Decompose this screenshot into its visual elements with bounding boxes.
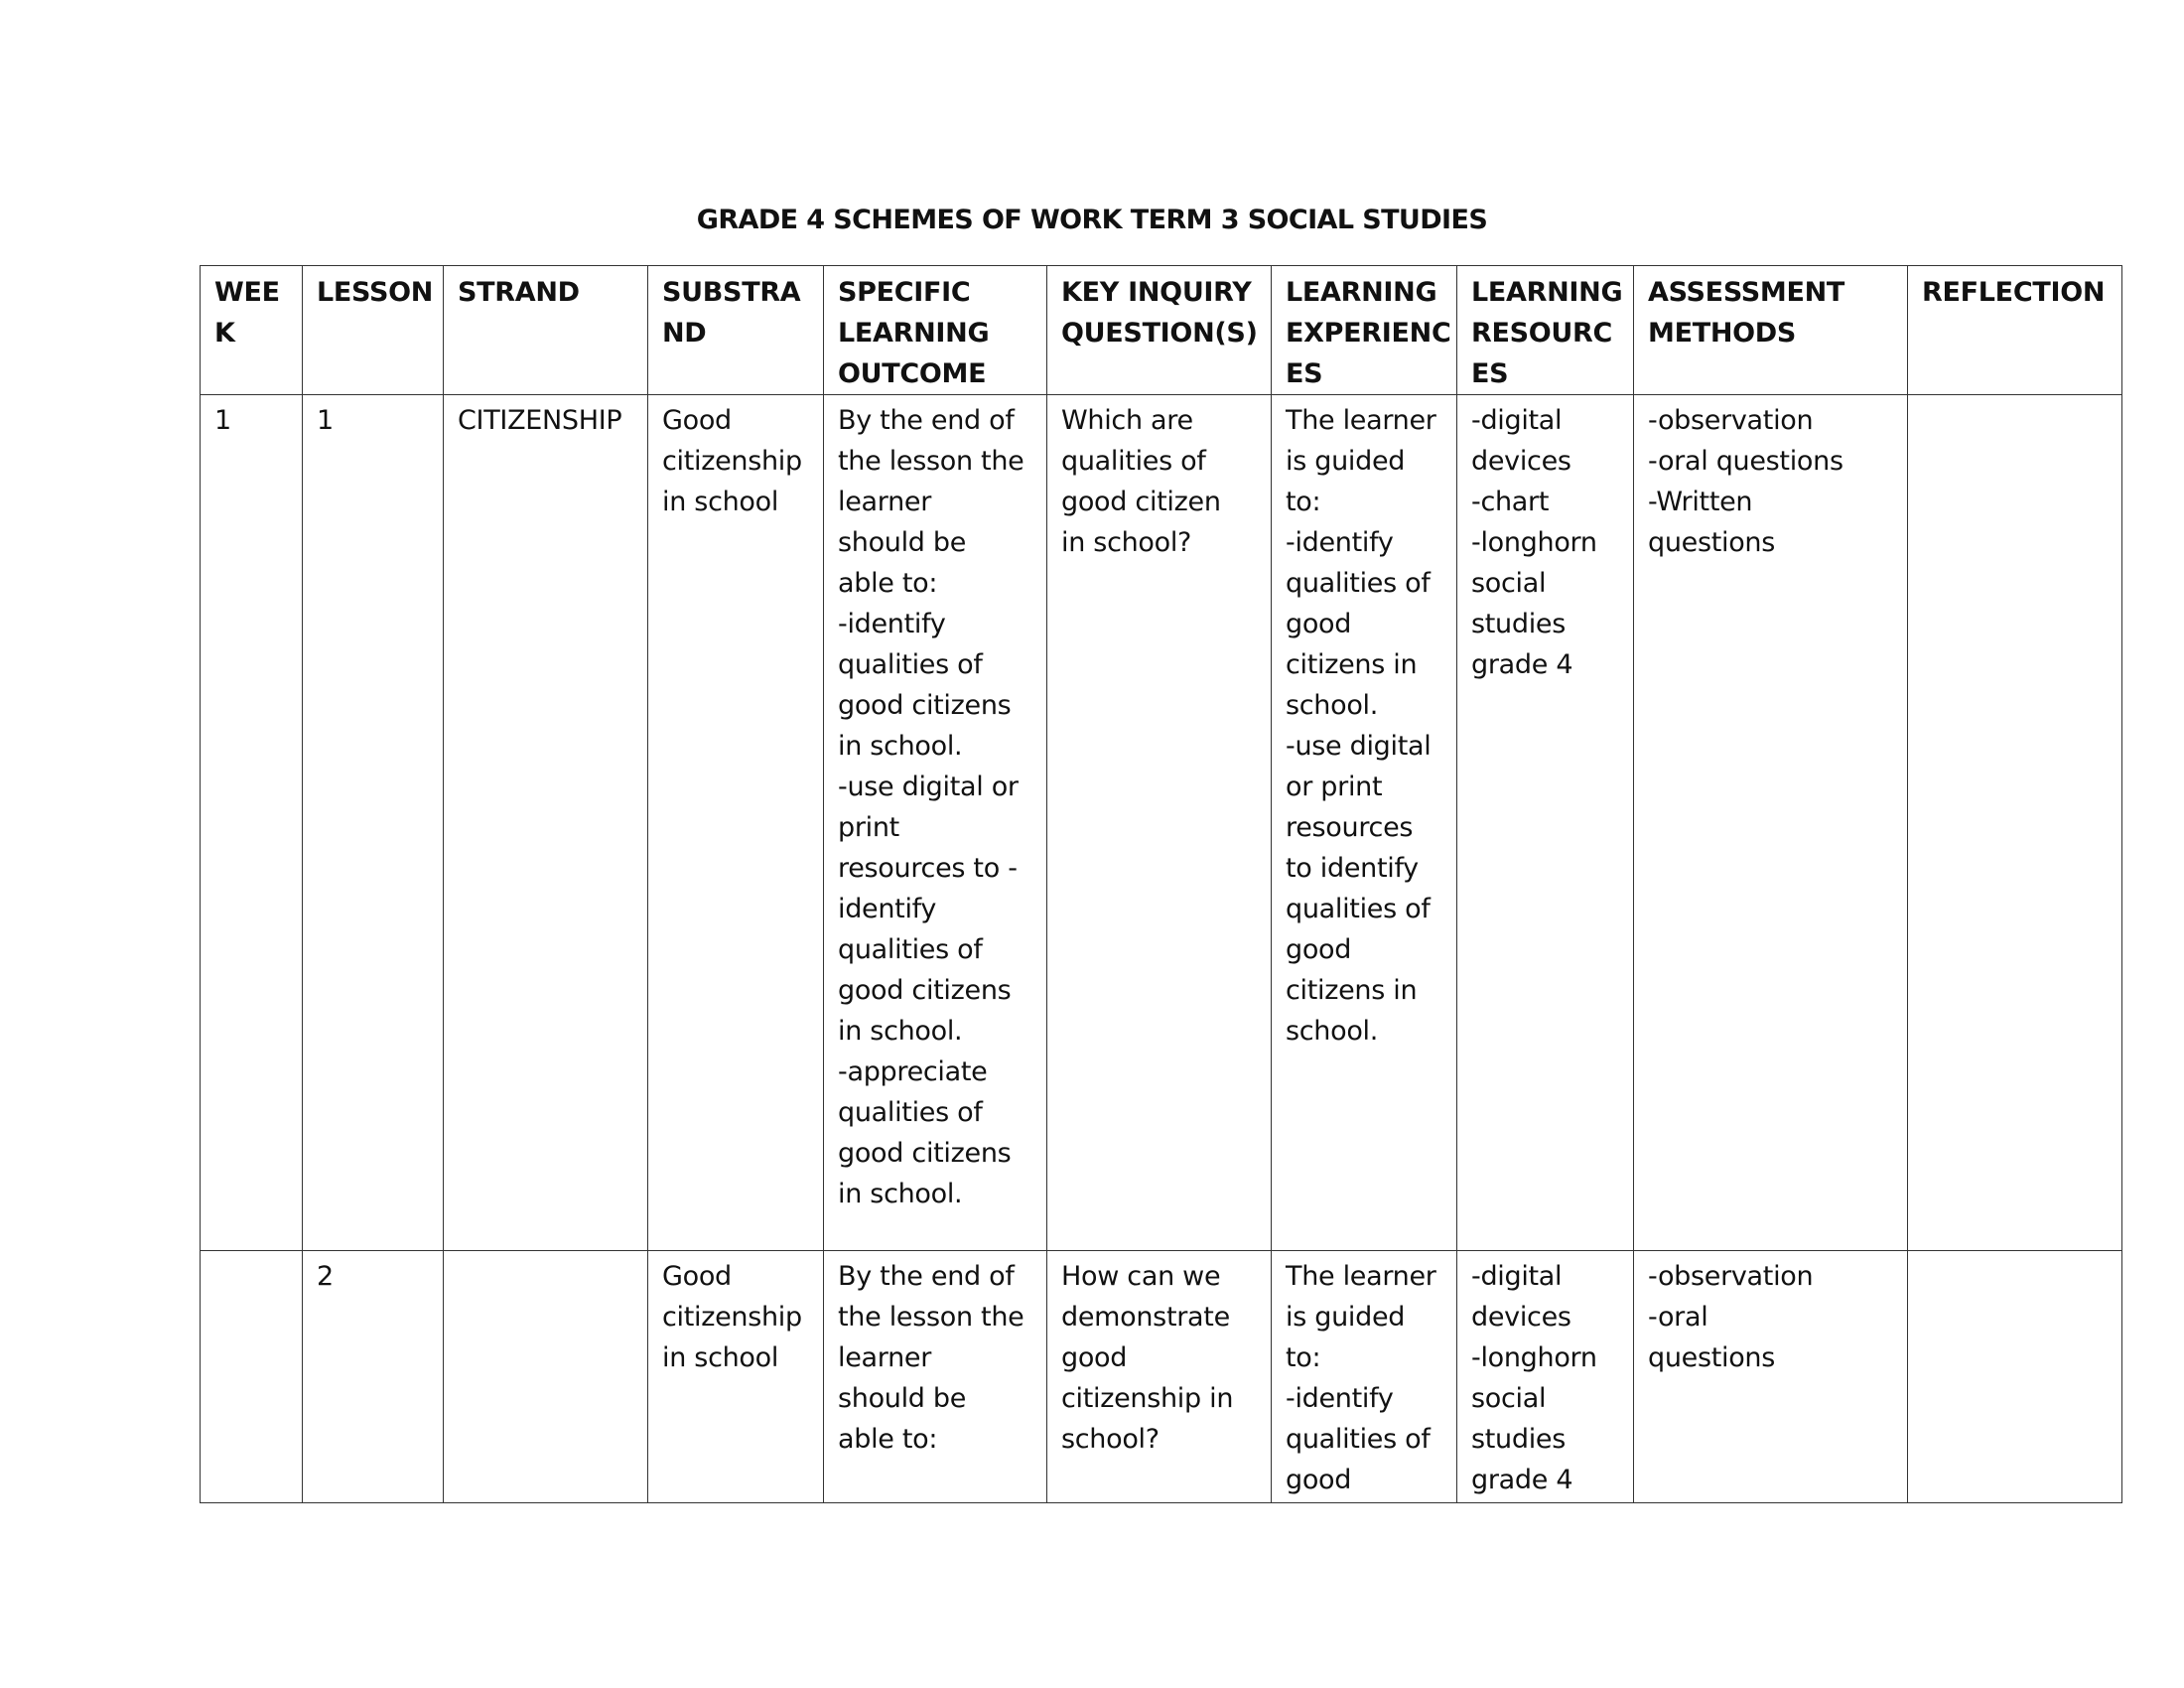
cell-key-inquiry-question: Which are qualities of good citizen in school? [1047, 395, 1272, 1251]
header-lesson: LESSON [303, 266, 444, 395]
cell-learning-experiences: The learner is guided to: -identify qualities of good citizens in school. -use digital or print resources to identify qualities of good citizens in school. [1272, 395, 1457, 1251]
table-header-row [201, 266, 2122, 395]
header-specific-learning-outcome: SPECIFIC LEARNING OUTCOME [824, 266, 1047, 395]
header-substrand: SUBSTRA ND [648, 266, 824, 395]
cell-week [201, 1251, 303, 1503]
cell-substrand: Good citizenship in school [648, 1251, 824, 1503]
header-key-inquiry-questions: KEY INQUIRY QUESTION(S) [1047, 266, 1272, 395]
cell-substrand: Good citizenship in school [648, 395, 824, 1251]
header-week: WEE K [201, 266, 303, 395]
cell-key-inquiry-question: How can we demonstrate good citizenship in school? [1047, 1251, 1272, 1503]
table-row [201, 395, 2122, 1251]
cell-assessment-methods: -observation -oral questions [1634, 1251, 1908, 1503]
header-reflection: REFLECTION [1908, 266, 2122, 395]
header-strand: STRAND [444, 266, 648, 395]
cell-lesson: 1 [303, 395, 444, 1251]
cell-strand: CITIZENSHIP [444, 395, 648, 1251]
cell-learning-experiences: The learner is guided to: -identify qualities of good [1272, 1251, 1457, 1503]
cell-specific-learning-outcome: By the end of the lesson the learner should be able to: [824, 1251, 1047, 1503]
table-row [201, 1251, 2122, 1503]
cell-reflection [1908, 395, 2122, 1251]
header-learning-experiences: LEARNING EXPERIENC ES [1272, 266, 1457, 395]
document-title: GRADE 4 SCHEMES OF WORK TERM 3 SOCIAL STUDIES [696, 205, 1488, 235]
cell-week: 1 [201, 395, 303, 1251]
cell-lesson: 2 [303, 1251, 444, 1503]
header-learning-resources: LEARNING RESOURC ES [1457, 266, 1634, 395]
scheme-of-work-table [200, 265, 2122, 1503]
cell-strand [444, 1251, 648, 1503]
cell-reflection [1908, 1251, 2122, 1503]
cell-assessment-methods: -observation -oral questions -Written questions [1634, 395, 1908, 1251]
header-assessment-methods: ASSESSMENT METHODS [1634, 266, 1908, 395]
cell-learning-resources: -digital devices -longhorn social studies grade 4 [1457, 1251, 1634, 1503]
cell-learning-resources: -digital devices -chart -longhorn social studies grade 4 [1457, 395, 1634, 1251]
cell-specific-learning-outcome: By the end of the lesson the learner should be able to: -identify qualities of good citizens in school. -use digital or print resources to - identify qualities of good citizens in school. -appreciate qualities of good citizens in school. [824, 395, 1047, 1251]
